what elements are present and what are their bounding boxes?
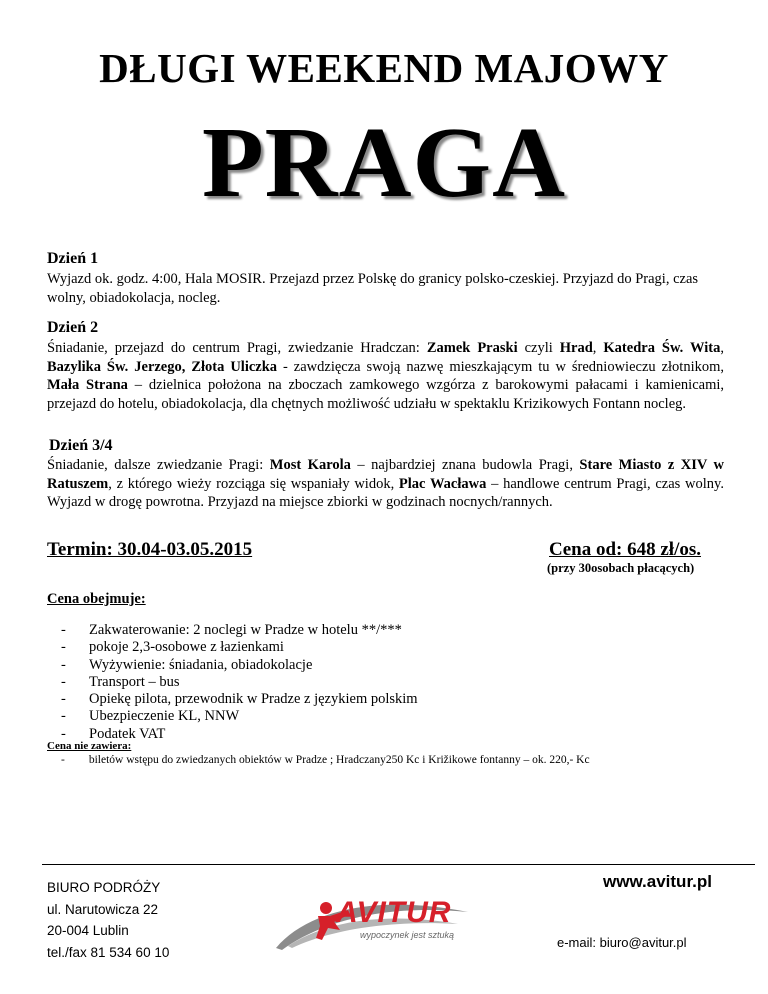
highlight-term: Mała Strana xyxy=(47,377,128,393)
text-segment: czyli xyxy=(517,340,560,356)
agency-phone: tel./fax 81 534 60 10 xyxy=(47,944,170,960)
agency-city: 20-004 Lublin xyxy=(47,923,129,938)
day-2-text xyxy=(47,339,724,413)
text-segment: Śniadanie, dalsze zwiedzanie Pragi: xyxy=(47,457,270,473)
list-item: - pokoje 2,3-osobowe z łazienkami xyxy=(61,639,661,656)
includes-heading: Cena obejmuje: xyxy=(47,591,146,607)
day-2-heading: Dzień 2 xyxy=(47,319,99,336)
highlight-term: Most Karola xyxy=(269,457,351,473)
logo-text: AVITUR xyxy=(336,896,452,929)
excludes-item xyxy=(61,754,590,766)
text-segment: , xyxy=(592,340,604,356)
highlight-term: Plac Wacława xyxy=(398,475,487,492)
list-item: - Ubezpieczenie KL, NNW xyxy=(61,708,661,725)
text-segment: – handlowe centrum Pragi, czas wolny. Wyjazd w drogę powrotna. Przyjazd na miejsce zbiorki w godzinach nocnych/rannych. xyxy=(47,475,724,510)
excludes-heading: Cena nie zawiera: xyxy=(47,740,132,752)
email-link[interactable]: e-mail: biuro@avitur.pl xyxy=(557,935,687,950)
footer-divider xyxy=(42,864,755,865)
list-item: - Podatek VAT xyxy=(61,726,661,743)
text-segment: Śniadanie, przejazd do centrum Pragi, zwiedzanie Hradczan: xyxy=(47,340,427,356)
agency-street: ul. Narutowicza 22 xyxy=(47,901,159,917)
trip-dates: Termin: 30.04-03.05.2015 xyxy=(47,539,253,560)
excludes-text: biletów wstępu do zwiedzanych obiektów w Pradze ; Hradczany250 Kc i Križikowe fontanny – ok. 220,- Kc xyxy=(88,754,590,766)
highlight-term: Katedra Św. Wita xyxy=(603,340,721,356)
price-note: (przy 30osobach płacących) xyxy=(547,561,695,575)
logo-slogan: wypoczynek jest sztuką xyxy=(360,930,455,940)
dash: - xyxy=(61,754,65,766)
website-link[interactable]: www.avitur.pl xyxy=(603,872,712,891)
highlight-term: Zamek Praski xyxy=(426,340,518,356)
highlight-term: Hrad xyxy=(559,340,593,356)
avitur-logo xyxy=(268,890,486,962)
event-subtitle: DŁUGI WEEKEND MAJOWY xyxy=(99,45,669,91)
text-segment: - zawdzięcza swoją nazwę mieszkającym tu w średniowieczu złotnikom, xyxy=(277,358,725,375)
price: Cena od: 648 zł/os. xyxy=(549,539,701,560)
text-segment: Wyjazd ok. godz. 4:00, Hala MOSIR. Przejazd przez Polskę do granicy polsko-czeskiej. Przyjazd do Pragi, czas wolny, obiadokolacja, nocleg. xyxy=(47,271,699,306)
highlight-term: Stare Miasto z XIV w Ratuszem xyxy=(47,457,724,492)
day-3-4-heading: Dzień 3/4 xyxy=(49,437,113,454)
text-segment: , xyxy=(720,340,724,356)
agency-name: BIURO PODRÓŻY xyxy=(47,880,161,895)
list-item: - Zakwaterowanie: 2 noclegi w Pradze w hotelu **/*** xyxy=(61,622,661,639)
day-3-4-text xyxy=(47,456,724,512)
list-item: - Opiekę pilota, przewodnik w Pradze z językiem polskim xyxy=(61,691,661,708)
includes-list xyxy=(61,622,661,743)
list-item: - Wyżywienie: śniadania, obiadokolacje xyxy=(61,657,661,674)
agency-address xyxy=(47,877,169,963)
list-item: - Transport – bus xyxy=(61,674,661,691)
day-1-text xyxy=(47,270,727,307)
day-1-heading: Dzień 1 xyxy=(47,250,99,267)
destination-title: PRAGA xyxy=(201,106,567,218)
text-segment: – dzielnica położona na zboczach zamkowego wzgórza z barokowymi pałacami i kamienicami, przejazd do hotelu, obiadokolacja, dla chętnych możliwość udziału w spektaklu Krizikowych Fontann nocleg. xyxy=(47,377,724,412)
text-segment: – najbardziej znana budowla Pragi, xyxy=(350,457,580,473)
text-segment: , z którego wieży rozciąga się wspaniały widok, xyxy=(108,475,399,492)
highlight-term: Bazylika Św. Jerzego, Złota Uliczka xyxy=(47,358,278,375)
